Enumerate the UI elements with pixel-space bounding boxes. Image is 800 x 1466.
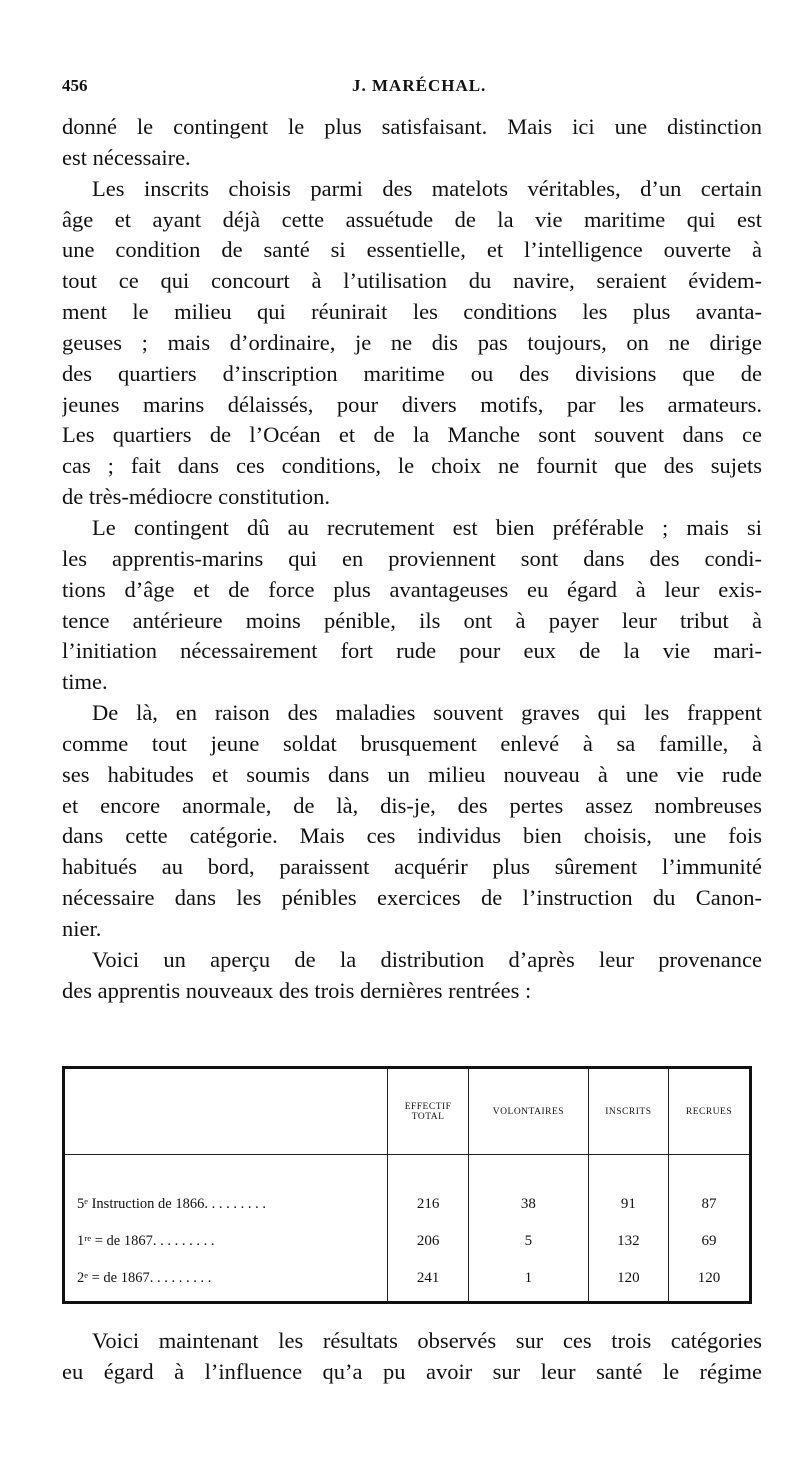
text-line: des quartiers d’inscription maritime ou des divisions que de <box>62 360 762 386</box>
text-line: de très-médiocre constitution. <box>62 484 331 510</box>
text-line: ses habitudes et soumis dans un milieu nouveau à une vie rude <box>62 761 762 787</box>
text-line: geuses ; mais d’ordinaire, je ne dis pas toujours, on ne dirige <box>62 329 762 355</box>
cell-volontaires: 5 <box>469 1223 589 1259</box>
cell-recrues: 69 <box>669 1223 751 1259</box>
header-blank <box>64 1068 388 1155</box>
cell-recrues: 120 <box>669 1259 751 1302</box>
body-text <box>62 112 762 1006</box>
distribution-table <box>62 1066 752 1304</box>
row-label: 5ᵉ Instruction de 1866. . . . . . . . . <box>77 1196 266 1213</box>
text-line: Les quartiers de l’Océan et de la Manche sont souvent dans ce <box>62 422 762 448</box>
text-line: une condition de santé si essentielle, et l’intelligence ouverte à <box>62 237 762 263</box>
text-line: ment le milieu qui réunirait les conditions les plus avanta- <box>62 299 762 325</box>
cell-volontaires: 38 <box>469 1187 589 1223</box>
text-line: Les inscrits choisis parmi des matelots véritables, d’un certain <box>92 175 762 201</box>
text-line: des apprentis nouveaux des trois dernières rentrées : <box>62 977 532 1003</box>
text-line: cas ; fait dans ces conditions, le choix ne fournit que des sujets <box>62 453 762 479</box>
table-spacer-row <box>64 1155 751 1187</box>
text-line: donné le contingent le plus satisfaisant. Mais ici une distinction <box>62 114 762 139</box>
text-line: Le contingent dû au recrutement est bien préférable ; mais si <box>92 514 762 540</box>
text-line: et encore anormale, de là, dis-je, des pertes assez nombreuses <box>62 792 762 818</box>
text-line: jeunes marins délaissés, pour divers motifs, par les armateurs. <box>62 391 762 417</box>
cell-inscrits: 91 <box>588 1187 668 1223</box>
header-effectif: EFFECTIF <box>404 1101 452 1112</box>
cell-recrues: 87 <box>669 1187 751 1223</box>
text-line: Voici un aperçu de la distribution d’après leur provenance <box>92 946 762 972</box>
cell-inscrits: 120 <box>588 1259 668 1302</box>
table-row <box>64 1259 751 1302</box>
cell-total: 206 <box>388 1223 469 1259</box>
header-inscrits: INSCRITS <box>588 1068 668 1155</box>
cell-total: 241 <box>388 1259 469 1302</box>
text-line: tence antérieure moins pénible, ils ont à payer leur tribut à <box>62 607 762 633</box>
text-line: habitués au bord, paraissent acquérir plus sûrement l’immunité <box>62 854 762 880</box>
row-label: 2ᵉ = de 1867. . . . . . . . . <box>77 1269 212 1286</box>
text-line: tout ce qui concourt à l’utilisation du navire, seraient évidem- <box>62 268 762 294</box>
running-header <box>62 76 762 102</box>
body-text-after-table <box>62 1326 762 1388</box>
header-total: TOTAL <box>411 1111 445 1122</box>
text-line: les apprentis-marins qui en proviennent sont dans des condi- <box>62 545 762 571</box>
text-line: âge et ayant déjà cette assuétude de la vie maritime qui est <box>62 206 762 232</box>
table-header-row <box>64 1068 751 1155</box>
page-number: 456 <box>62 76 88 95</box>
header-volontaires: VOLONTAIRES <box>469 1068 589 1155</box>
text-line: nécessaire dans les pénibles exercices de l’instruction du Canon- <box>62 885 762 911</box>
text-line: time. <box>62 669 108 695</box>
text-line: Voici maintenant les résultats observés sur ces trois catégories <box>92 1328 762 1353</box>
distribution-table-wrap <box>62 1066 752 1304</box>
running-head-author: J. MARÉCHAL. <box>352 76 487 95</box>
text-line: l’initiation nécessairement fort rude pour eux de la vie mari- <box>62 638 762 664</box>
cell-total: 216 <box>388 1187 469 1223</box>
header-recrues: RECRUES <box>669 1068 751 1155</box>
text-line: comme tout jeune soldat brusquement enlevé à sa famille, à <box>62 730 762 756</box>
text-line: eu égard à l’influence qu’a pu avoir sur leur santé le régime <box>62 1358 762 1384</box>
text-line: De là, en raison des maladies souvent graves qui les frappent <box>92 700 762 726</box>
text-line: dans cette catégorie. Mais ces individus bien choisis, une fois <box>62 823 762 849</box>
header-effectif-total <box>388 1068 469 1155</box>
table-row <box>64 1223 751 1259</box>
cell-volontaires: 1 <box>469 1259 589 1302</box>
text-line: nier. <box>62 915 102 941</box>
text-line: est nécessaire. <box>62 144 191 170</box>
table-row <box>64 1187 751 1223</box>
text-line: tions d’âge et de force plus avantageuses eu égard à leur exis- <box>62 576 762 602</box>
row-label: 1ʳᵉ = de 1867. . . . . . . . . <box>77 1232 215 1249</box>
cell-inscrits: 132 <box>588 1223 668 1259</box>
